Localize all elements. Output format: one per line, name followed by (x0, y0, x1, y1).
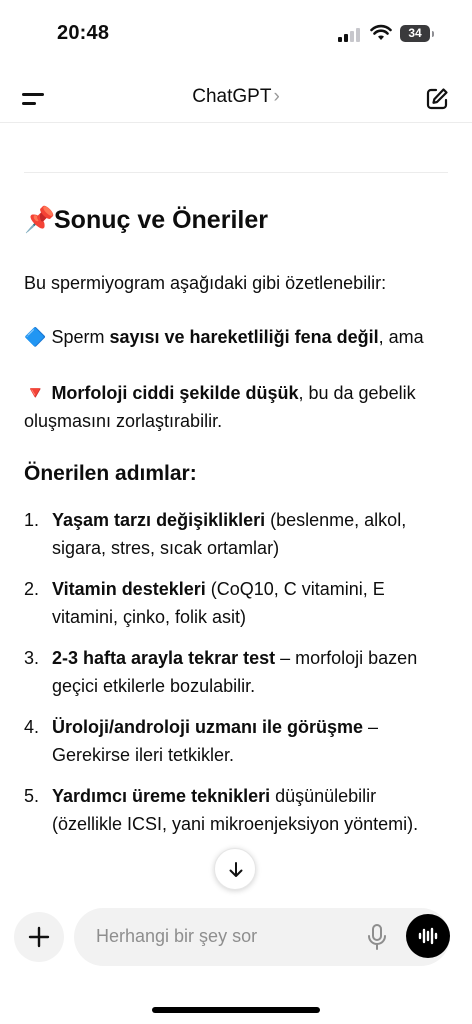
summary-line-2: 🔻 Morfoloji ciddi şekilde düşük, bu da gebelik oluşmasını zorlaştırabilir. (24, 383, 416, 431)
message-input[interactable] (74, 908, 450, 966)
section-heading (24, 206, 268, 235)
home-indicator (152, 1007, 320, 1013)
voice-mode-icon (416, 924, 440, 948)
steps-list (24, 506, 450, 851)
heading-text: Sonuç ve Öneriler (54, 206, 268, 234)
attach-button[interactable] (14, 912, 64, 962)
battery-icon: 34 (400, 25, 430, 42)
model-selector[interactable] (0, 86, 472, 108)
input-placeholder: Herhangi bir şey sor (96, 926, 258, 946)
top-nav-bar (0, 74, 472, 123)
battery-tip (432, 31, 434, 37)
intro-text: Bu spermiyogram aşağıdaki gibi özetlenebilir: (24, 273, 387, 293)
blue-diamond-icon: 🔷 (24, 327, 47, 347)
red-triangle-icon: 🔻 (24, 383, 47, 403)
plus-icon (27, 925, 51, 949)
scroll-down-button[interactable] (214, 848, 256, 890)
list-item: 1. Yaşam tarzı değişiklikleri (beslenme, alkol, sigara, stres, sıcak ortamlar) (24, 510, 407, 558)
status-bar (0, 0, 472, 70)
steps-heading: Önerilen adımlar: (24, 462, 197, 485)
message-divider (24, 172, 448, 173)
voice-mode-button[interactable] (406, 914, 450, 958)
list-item: 2. Vitamin destekleri (CoQ10, C vitamini, E vitamini, çinko, folik asit) (24, 579, 385, 627)
chevron-right-icon: › (273, 86, 280, 107)
list-item: 3. 2-3 hafta arayla tekrar test – morfoloji bazen geçici etkilerle bozulabilir. (24, 648, 418, 696)
summary-line-1: 🔷 Sperm sayısı ve hareketliliği fena değil, ama (24, 327, 424, 347)
wifi-icon (370, 24, 392, 42)
model-title: ChatGPT (192, 86, 272, 107)
pin-icon: 📌 (24, 206, 56, 234)
status-time: 20:48 (57, 22, 110, 44)
list-item: 5. Yardımcı üreme teknikleri düşünülebilir (özellikle ICSI, yani mikroenjeksiyon yöntemi). (24, 786, 419, 834)
edit-icon[interactable] (424, 86, 450, 112)
list-item: 4. Üroloji/androloji uzmanı ile görüşme – Gerekirse ileri tetkikler. (24, 717, 379, 765)
scroll-down-icon (226, 860, 246, 880)
mic-icon[interactable] (366, 923, 388, 951)
signal-icon (338, 26, 362, 42)
